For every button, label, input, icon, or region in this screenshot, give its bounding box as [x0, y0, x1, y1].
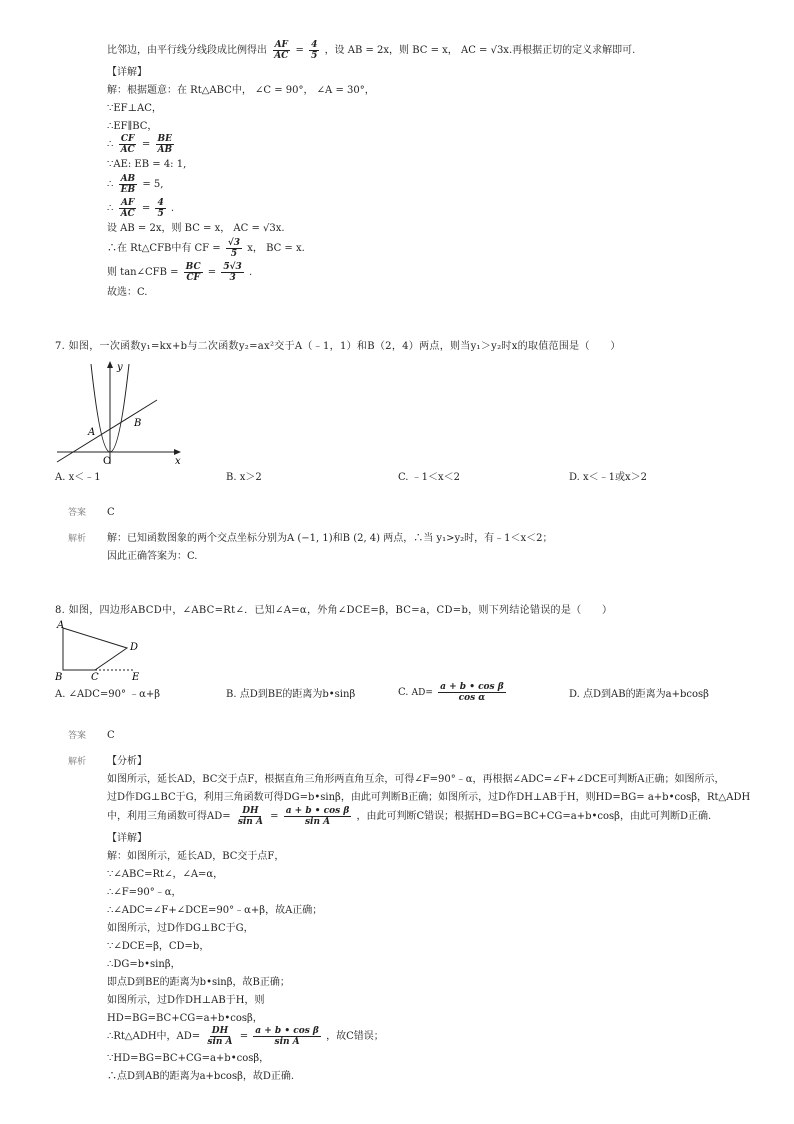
q8-detail-tag: 【详解】 — [107, 833, 147, 844]
q8-detail-0: 解：如图所示，延长AD，BC交于点F， — [107, 851, 285, 862]
q7-answer-label: 答案 — [68, 508, 87, 518]
q8-detail-tail-1: ∴点D到AB的距离为a+bcosβ，故D正确. — [107, 1071, 295, 1082]
q7-label-x: x — [175, 456, 181, 467]
q8-detail-1: ∵∠ABC=Rt∠，∠A=α， — [107, 869, 224, 880]
q8-stem: 8. 如图，四边形ABCD中，∠ABC=Rt∠．已知∠A=α，外角∠DCE=β，BC=a，CD=b，则下列结论错误的是（ ） — [55, 605, 613, 616]
q7-option-d: D. x＜﹣1或x＞2 — [569, 472, 648, 483]
q8-figure — [55, 620, 175, 682]
q6-cfb-line: ∴在 Rt△CFB中有 CF = $\frac{√3}{5}$ x， BC = x. — [107, 238, 305, 259]
q6-analysis-tail: ，设 AB = 2x，则 BC = x， AC = √3x.再根据正切的定义求解即可. — [324, 45, 636, 56]
q8-label-E: E — [132, 672, 140, 682]
q8-detail-6: ∴DG=b•sinβ， — [107, 959, 181, 970]
q6-line-1: ∵EF⊥AC， — [107, 103, 162, 114]
q8-detail-4: 如图所示，过D作DG⊥BC于G， — [107, 923, 254, 934]
q8-detail-ad: ∴Rt△ADH中，AD= $\frac{DH}{\text{sin A}}$ = $\frac{\text{a + b • cos β}}{\text{sin A}}$ ，故C错误； — [107, 1026, 384, 1047]
q6-analysis-line — [107, 40, 635, 61]
q6-set-line: 设 AB = 2x，则 BC = x， AC = √3x. — [107, 223, 285, 234]
q7-label-y: y — [117, 362, 123, 373]
q7-answer: C — [107, 507, 115, 518]
q7-option-b: B. x＞2 — [226, 472, 262, 483]
q7-y-arrow — [107, 361, 113, 368]
q8-label-C: C — [91, 672, 99, 682]
q8-detail-5: ∵∠DCE=β，CD=b， — [107, 941, 210, 952]
q6-analysis-eq: = — [295, 45, 304, 56]
q8-detail-9: HD=BG=BC+CG=a+b•cosβ， — [107, 1013, 263, 1024]
q6-line-0: 解：根据题意：在 Rt△ABC中， ∠C = 90°， ∠A = 30°， — [107, 85, 375, 96]
q8-label-B: B — [55, 672, 63, 682]
q6-analysis-fraction-2: $\frac{4}{5}$ — [311, 40, 318, 61]
q8-answer-label: 答案 — [68, 731, 87, 741]
q8-detail-7: 即点D到BE的距离为b•sinβ，故B正确； — [107, 977, 290, 988]
q8-analysis-1: 如图所示，延长AD，BC交于点F，根据直角三角形两直角互余，可得∠F=90°﹣α，再根据∠ADC=∠F+∠DCE可判断A正确；如图所示， — [107, 774, 725, 785]
q8-option-d: D. 点D到AB的距离为a+bcosβ — [569, 689, 709, 700]
q8-option-a: A. ∠ADC=90° ﹣α+β — [55, 689, 161, 700]
q7-option-a: A. x＜﹣1 — [55, 472, 101, 483]
q8-quadrilateral — [63, 628, 127, 670]
q8-analysis-3: 中，利用三角函数可得AD= $\frac{DH}{\text{sin A}}$ = $\frac{\text{a + b • cos β}}{\text{sin A}}$ ，由此可判断C错误；根据HD=BG=BC+CG=a+b•cosβ，由此可判断D正确. — [107, 806, 712, 827]
q6-analysis-text: 比邻边，由平行线分线段成比例得出 — [107, 45, 267, 56]
q8-detail-3: ∴∠ADC=∠F+∠DCE=90°﹣α+β，故A正确； — [107, 905, 323, 916]
q7-label-A: A — [88, 427, 96, 438]
q7-explain-label: 解析 — [68, 534, 87, 544]
q7-stem: 7. 如图，一次函数y₁=kx+b与二次函数y₂=ax²交于A（﹣1，1）和B（2，4）两点，则当y₁＞y₂时x的取值范围是（ ） — [55, 341, 621, 352]
q8-analysis-tag: 【分析】 — [107, 756, 147, 767]
q7-option-c: C. ﹣1＜x＜2 — [398, 472, 461, 483]
q6-analysis-fraction: $\frac{AF}{AC}$ — [274, 40, 289, 61]
q6-frac-line-3: ∴ $\frac{AF}{AC}$ = $\frac{4}{5}$ . — [107, 198, 175, 219]
q8-label-D: D — [130, 642, 139, 653]
q6-frac-line-1: ∵AE: EB = 4: 1, — [107, 159, 187, 170]
q8-analysis-2: 过D作DG⊥BC于G，利用三角函数可得DG=b•sinβ，由此可判断B正确；如图所示，过D作DH⊥AB于H，则HD=BG= a+b•cosβ，Rt△ADH — [107, 792, 751, 803]
q7-explain-1: 解：已知函数图象的两个交点坐标分别为A (−1, 1)和B (2, 4) 两点，∴当 y₁>y₂时，有﹣1＜x＜2； — [107, 533, 553, 544]
q8-detail-8: 如图所示，过D作DH⊥AB于H，则 — [107, 995, 265, 1006]
q7-explain-2: 因此正确答案为：C. — [107, 551, 198, 562]
q8-detail-2: ∴∠F=90°﹣α， — [107, 887, 182, 898]
q7-label-O: O — [103, 456, 112, 467]
q7-line — [57, 400, 157, 462]
q8-answer: C — [107, 730, 115, 741]
q6-frac-line-2: ∴ $\frac{AB}{EB}$ = 5, — [107, 174, 164, 195]
q7-label-B: B — [134, 418, 142, 429]
q6-tan-line: 则 tan∠CFB = $\frac{BC}{CF}$ = $\frac{5√3}{3}$ . — [107, 262, 253, 283]
q6-choose: 故选：C. — [107, 287, 148, 298]
q8-detail-tail-0: ∵HD=BG=BC+CG=a+b•cosβ， — [107, 1053, 270, 1064]
q8-option-b: B. 点D到BE的距离为b•sinβ — [226, 689, 356, 700]
q6-detail-tag: 【详解】 — [107, 67, 147, 78]
q7-x-arrow — [174, 449, 181, 455]
q6-frac-line-0: ∴ $\frac{CF}{AC}$ = $\frac{BE}{AB}$ — [107, 134, 173, 155]
q8-label-A: A — [57, 620, 65, 631]
q6-line-2: ∴EF∥BC， — [107, 121, 158, 132]
q8-option-c: C. AD= $\frac{\text{a + b • cos β}}{\text{cos α}}$ — [398, 682, 504, 703]
q8-explain-label: 解析 — [68, 757, 87, 767]
q7-figure — [55, 358, 185, 468]
